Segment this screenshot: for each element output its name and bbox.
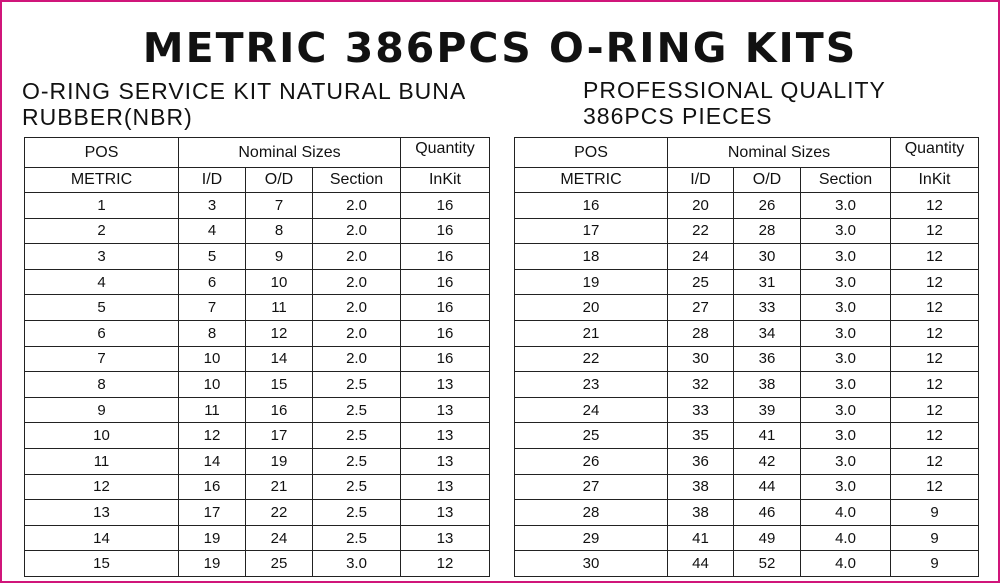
cell-pos: 19 (515, 269, 668, 295)
cell-pos: 8 (25, 372, 179, 398)
cell-section: 2.0 (313, 295, 401, 321)
cell-id: 19 (179, 551, 246, 577)
cell-id: 4 (179, 218, 246, 244)
cell-pos: 25 (515, 423, 668, 449)
cell-quantity: 13 (401, 423, 490, 449)
cell-od: 24 (246, 525, 313, 551)
cell-id: 11 (179, 397, 246, 423)
cell-pos: 12 (25, 474, 179, 500)
cell-id: 33 (668, 397, 734, 423)
cell-quantity: 12 (891, 295, 979, 321)
cell-pos: 7 (25, 346, 179, 372)
cell-id: 35 (668, 423, 734, 449)
cell-section: 3.0 (801, 218, 891, 244)
cell-quantity: 12 (891, 423, 979, 449)
cell-od: 8 (246, 218, 313, 244)
cell-section: 2.5 (313, 372, 401, 398)
table-row (515, 500, 979, 526)
cell-pos: 30 (515, 551, 668, 577)
cell-section: 3.0 (801, 295, 891, 321)
cell-quantity: 16 (401, 295, 490, 321)
header-quantity: Quantity (401, 138, 490, 168)
cell-section: 2.5 (313, 423, 401, 449)
header-inkit: InKit (401, 168, 490, 193)
cell-pos: 20 (515, 295, 668, 321)
cell-pos: 10 (25, 423, 179, 449)
cell-od: 14 (246, 346, 313, 372)
page-title: METRIC 386PCS O-RING KITS (142, 24, 858, 72)
cell-section: 4.0 (801, 525, 891, 551)
cell-id: 8 (179, 320, 246, 346)
cell-quantity: 9 (891, 500, 979, 526)
cell-quantity: 12 (891, 193, 979, 219)
cell-od: 12 (246, 320, 313, 346)
cell-od: 41 (734, 423, 801, 449)
cell-quantity: 12 (891, 269, 979, 295)
cell-id: 27 (668, 295, 734, 321)
cell-od: 16 (246, 397, 313, 423)
cell-od: 38 (734, 372, 801, 398)
cell-quantity: 12 (891, 320, 979, 346)
header-metric: METRIC (25, 168, 179, 193)
cell-pos: 28 (515, 500, 668, 526)
cell-od: 15 (246, 372, 313, 398)
table-row (515, 320, 979, 346)
cell-pos: 27 (515, 474, 668, 500)
cell-id: 10 (179, 372, 246, 398)
header-od: O/D (734, 168, 801, 193)
table-row (515, 269, 979, 295)
subtitle-left-line: O-RING SERVICE KIT NATURAL BUNA (22, 78, 467, 104)
cell-id: 10 (179, 346, 246, 372)
cell-quantity: 16 (401, 193, 490, 219)
cell-id: 5 (179, 244, 246, 270)
cell-od: 21 (246, 474, 313, 500)
cell-id: 7 (179, 295, 246, 321)
header-quantity: Quantity (891, 138, 979, 168)
cell-quantity: 12 (891, 346, 979, 372)
cell-pos: 13 (25, 500, 179, 526)
table-row (25, 346, 490, 372)
cell-pos: 15 (25, 551, 179, 577)
table-header-row (25, 138, 490, 168)
table-row (515, 193, 979, 219)
cell-section: 2.5 (313, 397, 401, 423)
subtitle-left (22, 78, 466, 130)
cell-pos: 21 (515, 320, 668, 346)
cell-pos: 16 (515, 193, 668, 219)
cell-pos: 5 (25, 295, 179, 321)
table-row (25, 295, 490, 321)
cell-od: 11 (246, 295, 313, 321)
table-row (25, 474, 490, 500)
cell-pos: 4 (25, 269, 179, 295)
cell-section: 3.0 (801, 448, 891, 474)
cell-id: 12 (179, 423, 246, 449)
cell-id: 17 (179, 500, 246, 526)
cell-pos: 29 (515, 525, 668, 551)
header-metric: METRIC (515, 168, 668, 193)
cell-section: 2.5 (313, 500, 401, 526)
cell-quantity: 12 (891, 448, 979, 474)
cell-section: 3.0 (801, 193, 891, 219)
cell-pos: 14 (25, 525, 179, 551)
table-subheader-row (25, 168, 490, 193)
header-section: Section (801, 168, 891, 193)
cell-section: 4.0 (801, 500, 891, 526)
cell-quantity: 13 (401, 448, 490, 474)
cell-section: 2.5 (313, 525, 401, 551)
table-row (515, 295, 979, 321)
cell-quantity: 12 (891, 244, 979, 270)
table-row (25, 218, 490, 244)
cell-id: 20 (668, 193, 734, 219)
subtitle-left-line: RUBBER(NBR) (22, 104, 193, 130)
table-row (25, 193, 490, 219)
cell-id: 3 (179, 193, 246, 219)
table-row (25, 372, 490, 398)
cell-id: 44 (668, 551, 734, 577)
header-od: O/D (246, 168, 313, 193)
cell-quantity: 16 (401, 218, 490, 244)
cell-id: 19 (179, 525, 246, 551)
table-row (25, 397, 490, 423)
cell-od: 7 (246, 193, 313, 219)
cell-quantity: 16 (401, 269, 490, 295)
cell-pos: 9 (25, 397, 179, 423)
cell-od: 46 (734, 500, 801, 526)
cell-section: 2.0 (313, 346, 401, 372)
cell-quantity: 16 (401, 244, 490, 270)
table-row (515, 448, 979, 474)
cell-id: 32 (668, 372, 734, 398)
cell-quantity: 12 (891, 397, 979, 423)
cell-od: 49 (734, 525, 801, 551)
cell-id: 25 (668, 269, 734, 295)
header-inkit: InKit (891, 168, 979, 193)
cell-id: 36 (668, 448, 734, 474)
table-body (25, 193, 490, 577)
cell-od: 17 (246, 423, 313, 449)
table-row (515, 474, 979, 500)
cell-section: 2.0 (313, 193, 401, 219)
cell-pos: 3 (25, 244, 179, 270)
subtitle-right-line: 386PCS PIECES (583, 103, 773, 129)
cell-pos: 18 (515, 244, 668, 270)
cell-pos: 17 (515, 218, 668, 244)
cell-quantity: 13 (401, 372, 490, 398)
header-pos: POS (515, 138, 668, 168)
cell-section: 3.0 (801, 372, 891, 398)
table-row (515, 423, 979, 449)
cell-id: 16 (179, 474, 246, 500)
cell-pos: 2 (25, 218, 179, 244)
cell-section: 3.0 (801, 320, 891, 346)
header-nominal-sizes: Nominal Sizes (668, 138, 891, 168)
cell-od: 42 (734, 448, 801, 474)
subtitle-right (583, 77, 886, 129)
cell-id: 38 (668, 500, 734, 526)
cell-section: 3.0 (801, 423, 891, 449)
cell-pos: 6 (25, 320, 179, 346)
table-row (515, 372, 979, 398)
cell-od: 39 (734, 397, 801, 423)
cell-od: 28 (734, 218, 801, 244)
cell-od: 52 (734, 551, 801, 577)
cell-pos: 26 (515, 448, 668, 474)
cell-section: 3.0 (801, 474, 891, 500)
cell-od: 10 (246, 269, 313, 295)
header-id: I/D (668, 168, 734, 193)
cell-id: 14 (179, 448, 246, 474)
table-subheader-row (515, 168, 979, 193)
cell-od: 36 (734, 346, 801, 372)
cell-quantity: 12 (891, 218, 979, 244)
cell-od: 33 (734, 295, 801, 321)
cell-pos: 11 (25, 448, 179, 474)
cell-section: 2.0 (313, 218, 401, 244)
header-section: Section (313, 168, 401, 193)
cell-section: 3.0 (801, 269, 891, 295)
table-row (25, 525, 490, 551)
cell-id: 22 (668, 218, 734, 244)
table-row (515, 218, 979, 244)
cell-section: 2.0 (313, 269, 401, 295)
table-row (25, 500, 490, 526)
cell-quantity: 12 (891, 474, 979, 500)
cell-section: 4.0 (801, 551, 891, 577)
cell-section: 2.5 (313, 448, 401, 474)
cell-pos: 23 (515, 372, 668, 398)
table-row (25, 448, 490, 474)
cell-quantity: 12 (891, 372, 979, 398)
table-row (515, 525, 979, 551)
cell-quantity: 9 (891, 551, 979, 577)
table-row (25, 269, 490, 295)
cell-id: 28 (668, 320, 734, 346)
cell-od: 25 (246, 551, 313, 577)
table-row (515, 346, 979, 372)
cell-quantity: 13 (401, 525, 490, 551)
cell-pos: 24 (515, 397, 668, 423)
cell-id: 38 (668, 474, 734, 500)
size-table-left (24, 137, 490, 577)
cell-quantity: 13 (401, 500, 490, 526)
table-row (25, 320, 490, 346)
cell-section: 2.5 (313, 474, 401, 500)
cell-od: 30 (734, 244, 801, 270)
cell-od: 9 (246, 244, 313, 270)
cell-quantity: 12 (401, 551, 490, 577)
cell-pos: 22 (515, 346, 668, 372)
subtitle-right-line: PROFESSIONAL QUALITY (583, 77, 886, 103)
size-table-right (514, 137, 979, 577)
cell-id: 24 (668, 244, 734, 270)
cell-quantity: 13 (401, 474, 490, 500)
table-row (25, 423, 490, 449)
table-row (25, 551, 490, 577)
table-row (515, 244, 979, 270)
cell-od: 34 (734, 320, 801, 346)
table-body (515, 193, 979, 577)
cell-section: 3.0 (313, 551, 401, 577)
cell-section: 3.0 (801, 244, 891, 270)
header-id: I/D (179, 168, 246, 193)
cell-id: 41 (668, 525, 734, 551)
header-nominal-sizes: Nominal Sizes (179, 138, 401, 168)
cell-id: 30 (668, 346, 734, 372)
header-pos: POS (25, 138, 179, 168)
cell-od: 26 (734, 193, 801, 219)
table-row (515, 551, 979, 577)
cell-pos: 1 (25, 193, 179, 219)
cell-id: 6 (179, 269, 246, 295)
cell-section: 3.0 (801, 346, 891, 372)
cell-quantity: 16 (401, 346, 490, 372)
cell-od: 19 (246, 448, 313, 474)
cell-quantity: 13 (401, 397, 490, 423)
table-header-row (515, 138, 979, 168)
cell-od: 31 (734, 269, 801, 295)
cell-od: 44 (734, 474, 801, 500)
cell-section: 2.0 (313, 320, 401, 346)
cell-quantity: 16 (401, 320, 490, 346)
cell-od: 22 (246, 500, 313, 526)
cell-section: 2.0 (313, 244, 401, 270)
table-row (515, 397, 979, 423)
table-row (25, 244, 490, 270)
cell-quantity: 9 (891, 525, 979, 551)
cell-section: 3.0 (801, 397, 891, 423)
